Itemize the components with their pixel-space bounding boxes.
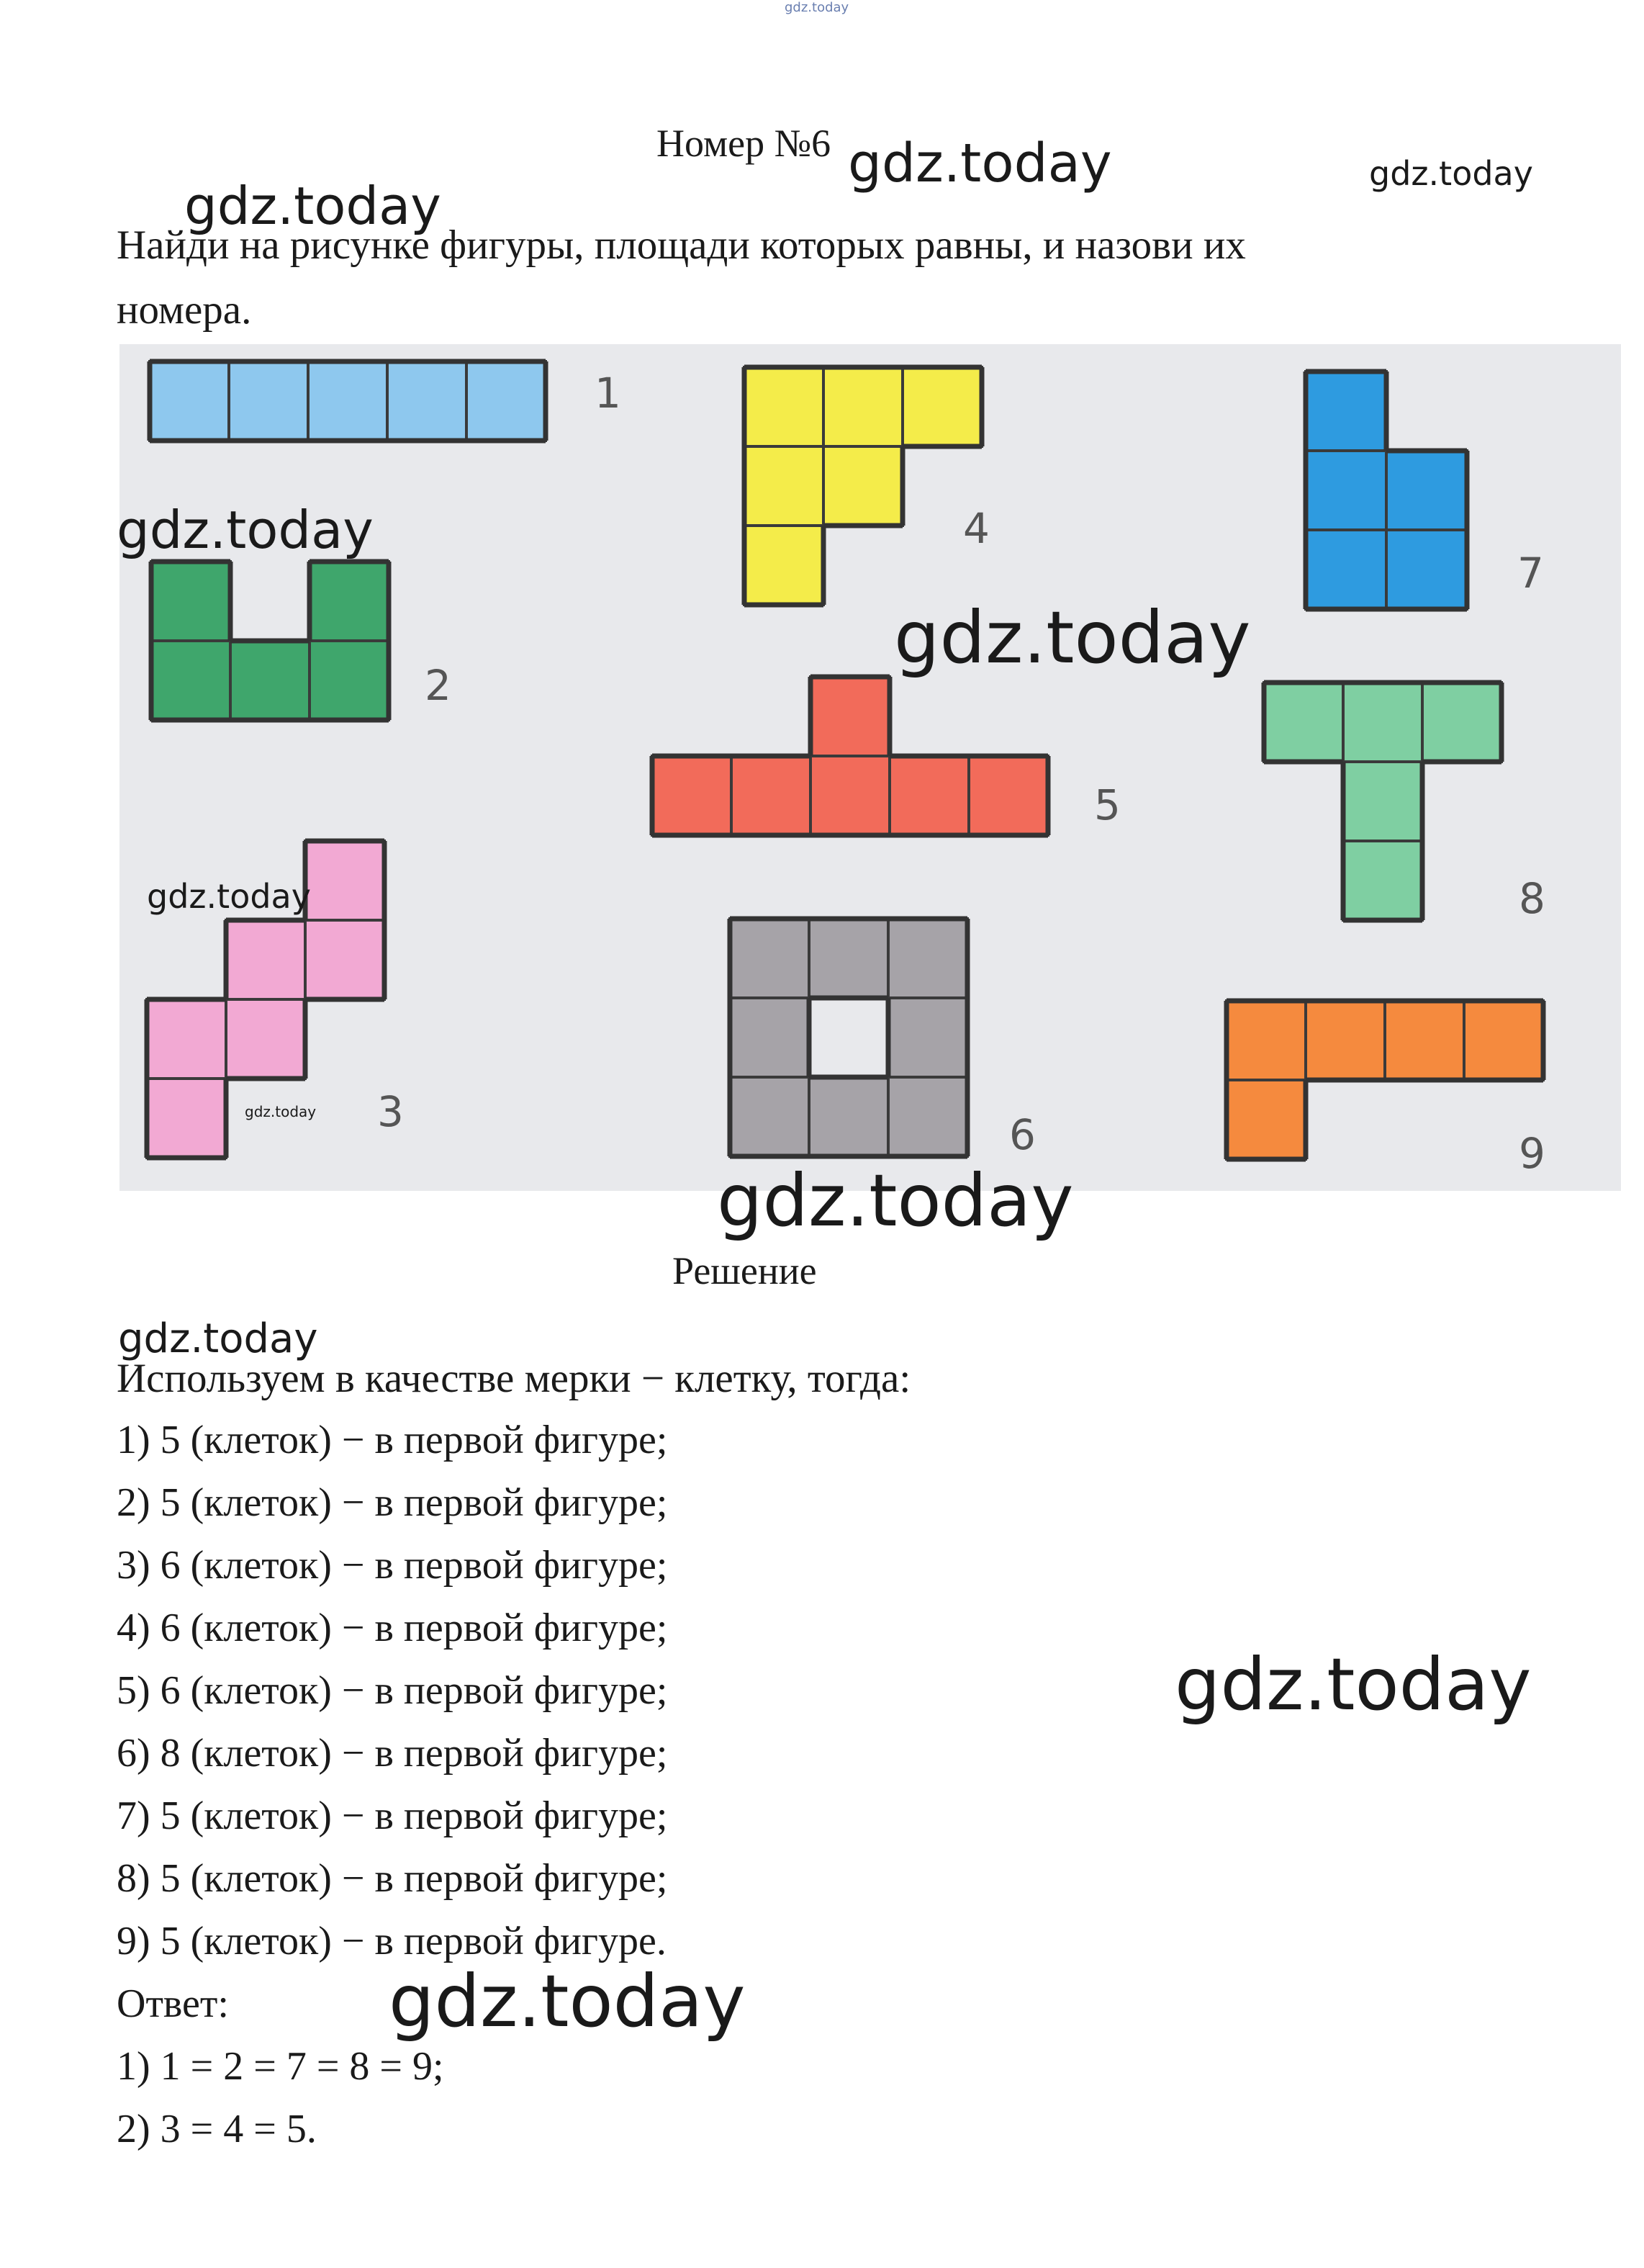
- solution-heading: Решение: [672, 1249, 817, 1292]
- shape-5: [652, 677, 1121, 835]
- shape-cell: [1464, 1001, 1543, 1080]
- watermark: gdz.today: [147, 877, 311, 916]
- shape-cell: [226, 999, 305, 1079]
- watermark: gdz.today: [894, 595, 1251, 680]
- shape-cell: [903, 367, 982, 446]
- shape-cell: [730, 998, 809, 1077]
- task-line-2: номера.: [117, 287, 252, 333]
- shape-cell: [730, 1077, 809, 1156]
- shape-cell: [888, 1077, 967, 1156]
- answer-label: Ответ:: [117, 1981, 229, 2026]
- shape-cell: [150, 361, 229, 441]
- shape-number-label: 3: [377, 1087, 404, 1136]
- shape-cell: [1343, 683, 1422, 762]
- shape-cell: [310, 562, 389, 641]
- shape-number-label: 9: [1519, 1129, 1545, 1178]
- shape-cell: [744, 367, 823, 446]
- shape-2: [151, 562, 451, 720]
- watermark: gdz.today: [717, 1158, 1074, 1243]
- shape-6: [730, 919, 1036, 1159]
- shape-cell: [730, 919, 809, 998]
- shape-cell: [1227, 1080, 1306, 1159]
- solution-line: 3) 6 (клеток) − в первой фигуре;: [117, 1543, 668, 1588]
- shape-number-label: 5: [1094, 780, 1121, 829]
- shape-cell: [823, 446, 903, 526]
- solution-line: 2) 5 (клеток) − в первой фигуре;: [117, 1480, 668, 1525]
- shape-number-label: 7: [1517, 549, 1544, 598]
- watermark: gdz.today: [117, 500, 374, 560]
- answer-line: 1) 1 = 2 = 7 = 8 = 9;: [117, 2044, 444, 2089]
- shape-cell: [888, 919, 967, 998]
- watermark: gdz.today: [1175, 1642, 1532, 1727]
- shape-cell: [151, 562, 230, 641]
- shape-cell: [1227, 1001, 1306, 1080]
- shape-cell: [652, 756, 731, 835]
- shape-8: [1264, 683, 1545, 923]
- solution-line: 6) 8 (клеток) − в первой фигуре;: [117, 1731, 668, 1776]
- watermark: gdz.today: [184, 176, 441, 236]
- shape-cell: [969, 756, 1048, 835]
- shape-number-label: 4: [963, 504, 990, 553]
- shape-cell: [809, 919, 888, 998]
- shape-7: [1306, 372, 1544, 609]
- shape-cell: [1306, 451, 1386, 530]
- shape-cell: [308, 361, 387, 441]
- solution-line: 1) 5 (клеток) − в первой фигуре;: [117, 1418, 668, 1462]
- shape-cell: [1422, 683, 1501, 762]
- shape-cell: [466, 361, 546, 441]
- shape-cell: [387, 361, 466, 441]
- solution-line: 4) 6 (клеток) − в первой фигуре;: [117, 1606, 668, 1650]
- shape-cell: [147, 999, 226, 1079]
- shape-number-label: 8: [1519, 874, 1545, 923]
- watermark: gdz.today: [389, 1959, 746, 2043]
- shape-number-label: 6: [1009, 1110, 1036, 1159]
- shape-cell: [1306, 530, 1386, 609]
- watermark: gdz.today: [245, 1103, 317, 1120]
- shape-cell: [823, 367, 903, 446]
- shape-cell: [810, 756, 890, 835]
- answer-line: 2) 3 = 4 = 5.: [117, 2107, 317, 2151]
- watermark: gdz.today: [848, 132, 1112, 194]
- solution-line: 7) 5 (клеток) − в первой фигуре;: [117, 1794, 668, 1838]
- shape-number-label: 1: [595, 369, 621, 418]
- shape-cell: [151, 641, 230, 720]
- shape-cell: [1385, 1001, 1464, 1080]
- solution-line: 8) 5 (клеток) − в первой фигуре;: [117, 1856, 668, 1901]
- shape-cell: [147, 1079, 226, 1158]
- shapes-canvas: [119, 344, 1621, 1191]
- shape-4: [744, 367, 990, 605]
- shape-cell: [1306, 372, 1386, 451]
- shape-cell: [1386, 451, 1467, 530]
- shape-cell: [1306, 1001, 1385, 1080]
- page-title: Номер №6: [656, 122, 831, 165]
- shape-cell: [230, 641, 310, 720]
- shape-cell: [744, 526, 823, 605]
- watermark: gdz.today: [118, 1315, 318, 1362]
- watermark: gdz.today: [1369, 154, 1533, 193]
- shape-number-label: 2: [425, 661, 451, 710]
- shape-cell: [731, 756, 810, 835]
- shape-cell: [744, 446, 823, 526]
- solution-line: 5) 6 (клеток) − в первой фигуре;: [117, 1668, 668, 1713]
- shapes-figure: [119, 344, 1621, 1191]
- shape-cell: [1343, 841, 1422, 920]
- shape-cell: [305, 841, 384, 920]
- shape-cell: [1343, 762, 1422, 841]
- solution-line: 9) 5 (клеток) − в первой фигуре.: [117, 1919, 667, 1963]
- shape-cell: [1386, 530, 1467, 609]
- shape-cell: [810, 677, 890, 756]
- shape-cell: [890, 756, 969, 835]
- top-watermark: gdz.today: [785, 0, 849, 15]
- shape-cell: [226, 920, 305, 999]
- shape-cell: [310, 641, 389, 720]
- shape-cell: [809, 1077, 888, 1156]
- shape-cell: [229, 361, 308, 441]
- shape-9: [1227, 1001, 1545, 1178]
- shape-cell: [305, 920, 384, 999]
- shape-cell: [888, 998, 967, 1077]
- task-line-1: Найди на рисунке фигуры, площади которых равны, и назови их: [117, 222, 1246, 268]
- solution-intro: Используем в качестве мерки − клетку, тогда:: [117, 1356, 911, 1401]
- shape-1: [150, 361, 621, 441]
- shape-cell: [1264, 683, 1343, 762]
